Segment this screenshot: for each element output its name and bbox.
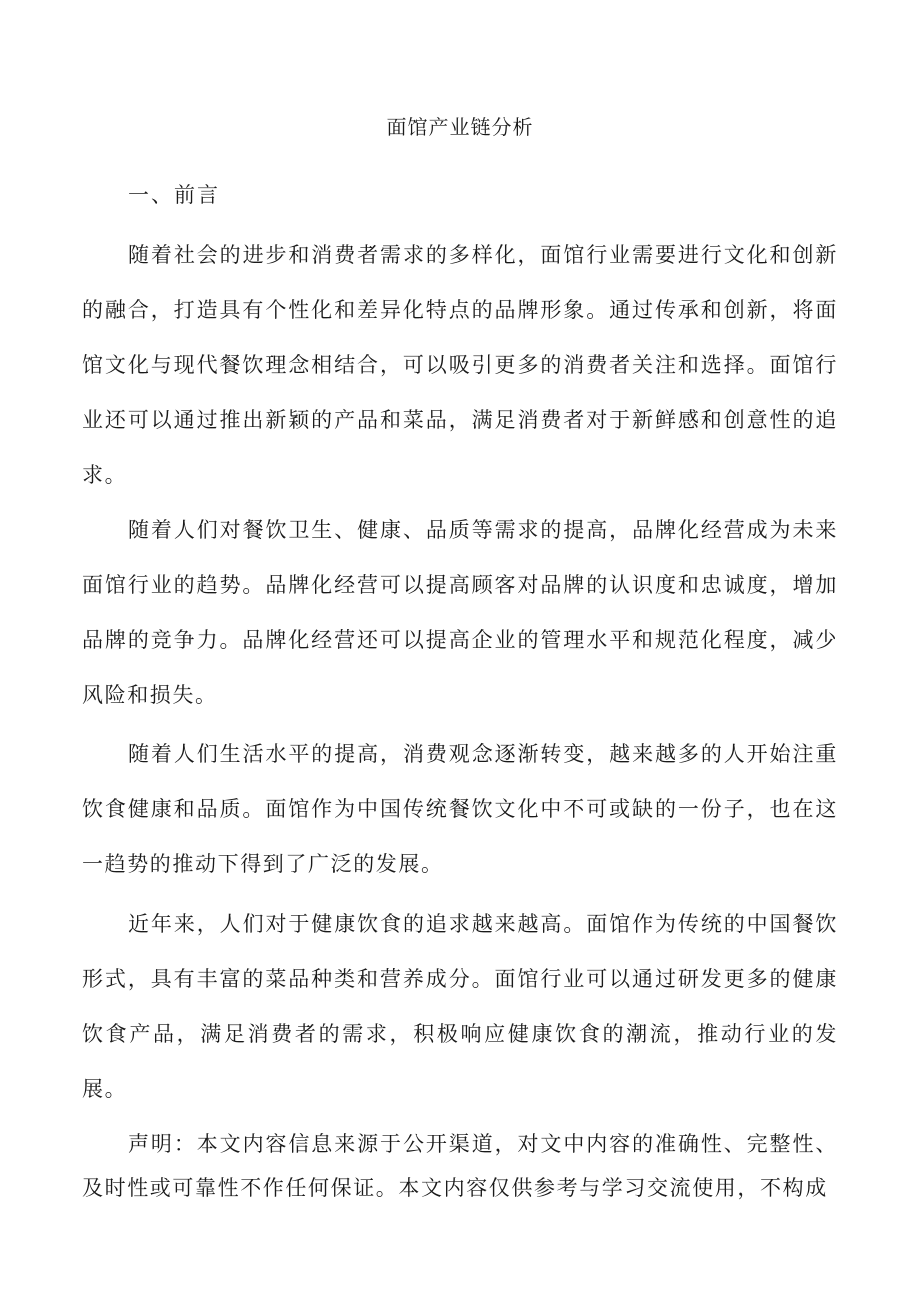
paragraph: 随着社会的进步和消费者需求的多样化，面馆行业需要进行文化和创新的融合，打造具有个性化和差异化特点的品牌形象。通过传承和创新，将面馆文化与现代餐饮理念相结合，可以吸引更多的消费者关注和选择。面馆行业还可以通过推出新颖的产品和菜品，满足消费者对于新鲜感和创意性的追求。 — [82, 243, 838, 487]
disclaimer-paragraph: 声明：本文内容信息来源于公开渠道，对文中内容的准确性、完整性、及时性或可靠性不作任何保证。本文内容仅供参考与学习交流使用，不构成 — [82, 1132, 838, 1200]
paragraph: 近年来，人们对于健康饮食的追求越来越高。面馆作为传统的中国餐饮形式，具有丰富的菜品种类和营养成分。面馆行业可以通过研发更多的健康饮食产品，满足消费者的需求，积极响应健康饮食的潮流，推动行业的发展。 — [82, 912, 838, 1101]
document-title: 面馆产业链分析 — [386, 115, 534, 139]
paragraph: 随着人们对餐饮卫生、健康、品质等需求的提高，品牌化经营成为未来面馆行业的趋势。品牌化经营可以提高顾客对品牌的认识度和忠诚度，增加品牌的竞争力。品牌化经营还可以提高企业的管理水平和规范化程度，减少风险和损失。 — [82, 518, 838, 707]
paragraph: 随着人们生活水平的提高，消费观念逐渐转变，越来越多的人开始注重饮食健康和品质。面馆作为中国传统餐饮文化中不可或缺的一份子，也在这一趋势的推动下得到了广泛的发展。 — [82, 742, 838, 876]
section-heading: 一、前言 — [128, 183, 220, 207]
